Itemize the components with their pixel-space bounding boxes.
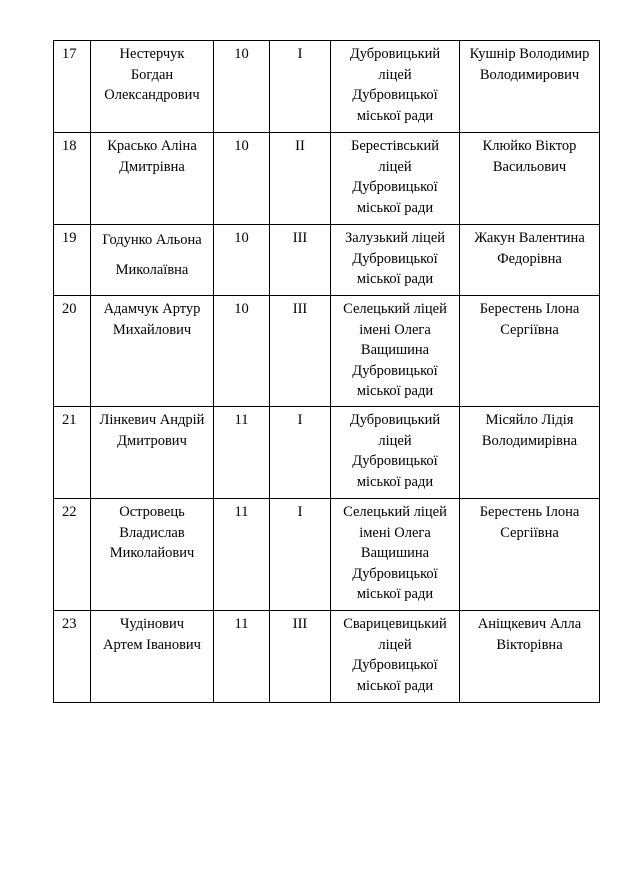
grade-cell: 11 (214, 499, 270, 611)
place-cell: I (270, 407, 331, 499)
teacher-cell: Місяйло Лідія Володимирівна (460, 407, 600, 499)
school-cell: Дубровицький ліцей Дубровицької міської ради (331, 41, 460, 133)
teacher-cell: Кушнір Володимир Володимирович (460, 41, 600, 133)
table-row (54, 296, 600, 407)
participant-name-cell: Годунко Альона Миколаївна (91, 225, 214, 296)
place-cell: I (270, 41, 331, 133)
school-cell: Селецький ліцей імені Олега Ващишина Дубровицької міської ради (331, 296, 460, 407)
row-number-cell: 22 (54, 499, 91, 611)
table-row (54, 407, 600, 499)
participant-name-cell: Лінкевич Андрій Дмитрович (91, 407, 214, 499)
school-cell: Селецький ліцей імені Олега Ващишина Дубровицької міської ради (331, 499, 460, 611)
teacher-cell: Берестень Ілона Сергіївна (460, 499, 600, 611)
row-number-cell: 20 (54, 296, 91, 407)
school-cell: Залузький ліцей Дубровицької міської ради (331, 225, 460, 296)
participant-name-cell: Островець Владислав Миколайович (91, 499, 214, 611)
row-number-cell: 19 (54, 225, 91, 296)
table-row (54, 499, 600, 611)
place-cell: III (270, 225, 331, 296)
place-cell: III (270, 611, 331, 703)
row-number-cell: 17 (54, 41, 91, 133)
place-cell: III (270, 296, 331, 407)
school-cell: Дубровицький ліцей Дубровицької міської ради (331, 407, 460, 499)
grade-cell: 11 (214, 407, 270, 499)
table-row (54, 225, 600, 296)
results-table (53, 40, 600, 703)
school-cell: Берестівський ліцей Дубровицької міської ради (331, 133, 460, 225)
table-row (54, 133, 600, 225)
place-cell: I (270, 499, 331, 611)
place-cell: II (270, 133, 331, 225)
row-number-cell: 23 (54, 611, 91, 703)
participant-name-cell: Красько Аліна Дмитрівна (91, 133, 214, 225)
school-cell: Сварицевицький ліцей Дубровицької міської ради (331, 611, 460, 703)
teacher-cell: Берестень Ілона Сергіївна (460, 296, 600, 407)
row-number-cell: 21 (54, 407, 91, 499)
table-row (54, 611, 600, 703)
teacher-cell: Аніщкевич Алла Вікторівна (460, 611, 600, 703)
grade-cell: 10 (214, 133, 270, 225)
grade-cell: 10 (214, 225, 270, 296)
row-number-cell: 18 (54, 133, 91, 225)
grade-cell: 10 (214, 41, 270, 133)
grade-cell: 10 (214, 296, 270, 407)
participant-name-cell: Адамчук Артур Михайлович (91, 296, 214, 407)
results-table-body (54, 41, 600, 703)
participant-name-cell: Чудінович Артем Іванович (91, 611, 214, 703)
teacher-cell: Жакун Валентина Федорівна (460, 225, 600, 296)
table-row (54, 41, 600, 133)
grade-cell: 11 (214, 611, 270, 703)
participant-name-cell: Нестерчук Богдан Олександрович (91, 41, 214, 133)
teacher-cell: Клюйко Віктор Васильович (460, 133, 600, 225)
